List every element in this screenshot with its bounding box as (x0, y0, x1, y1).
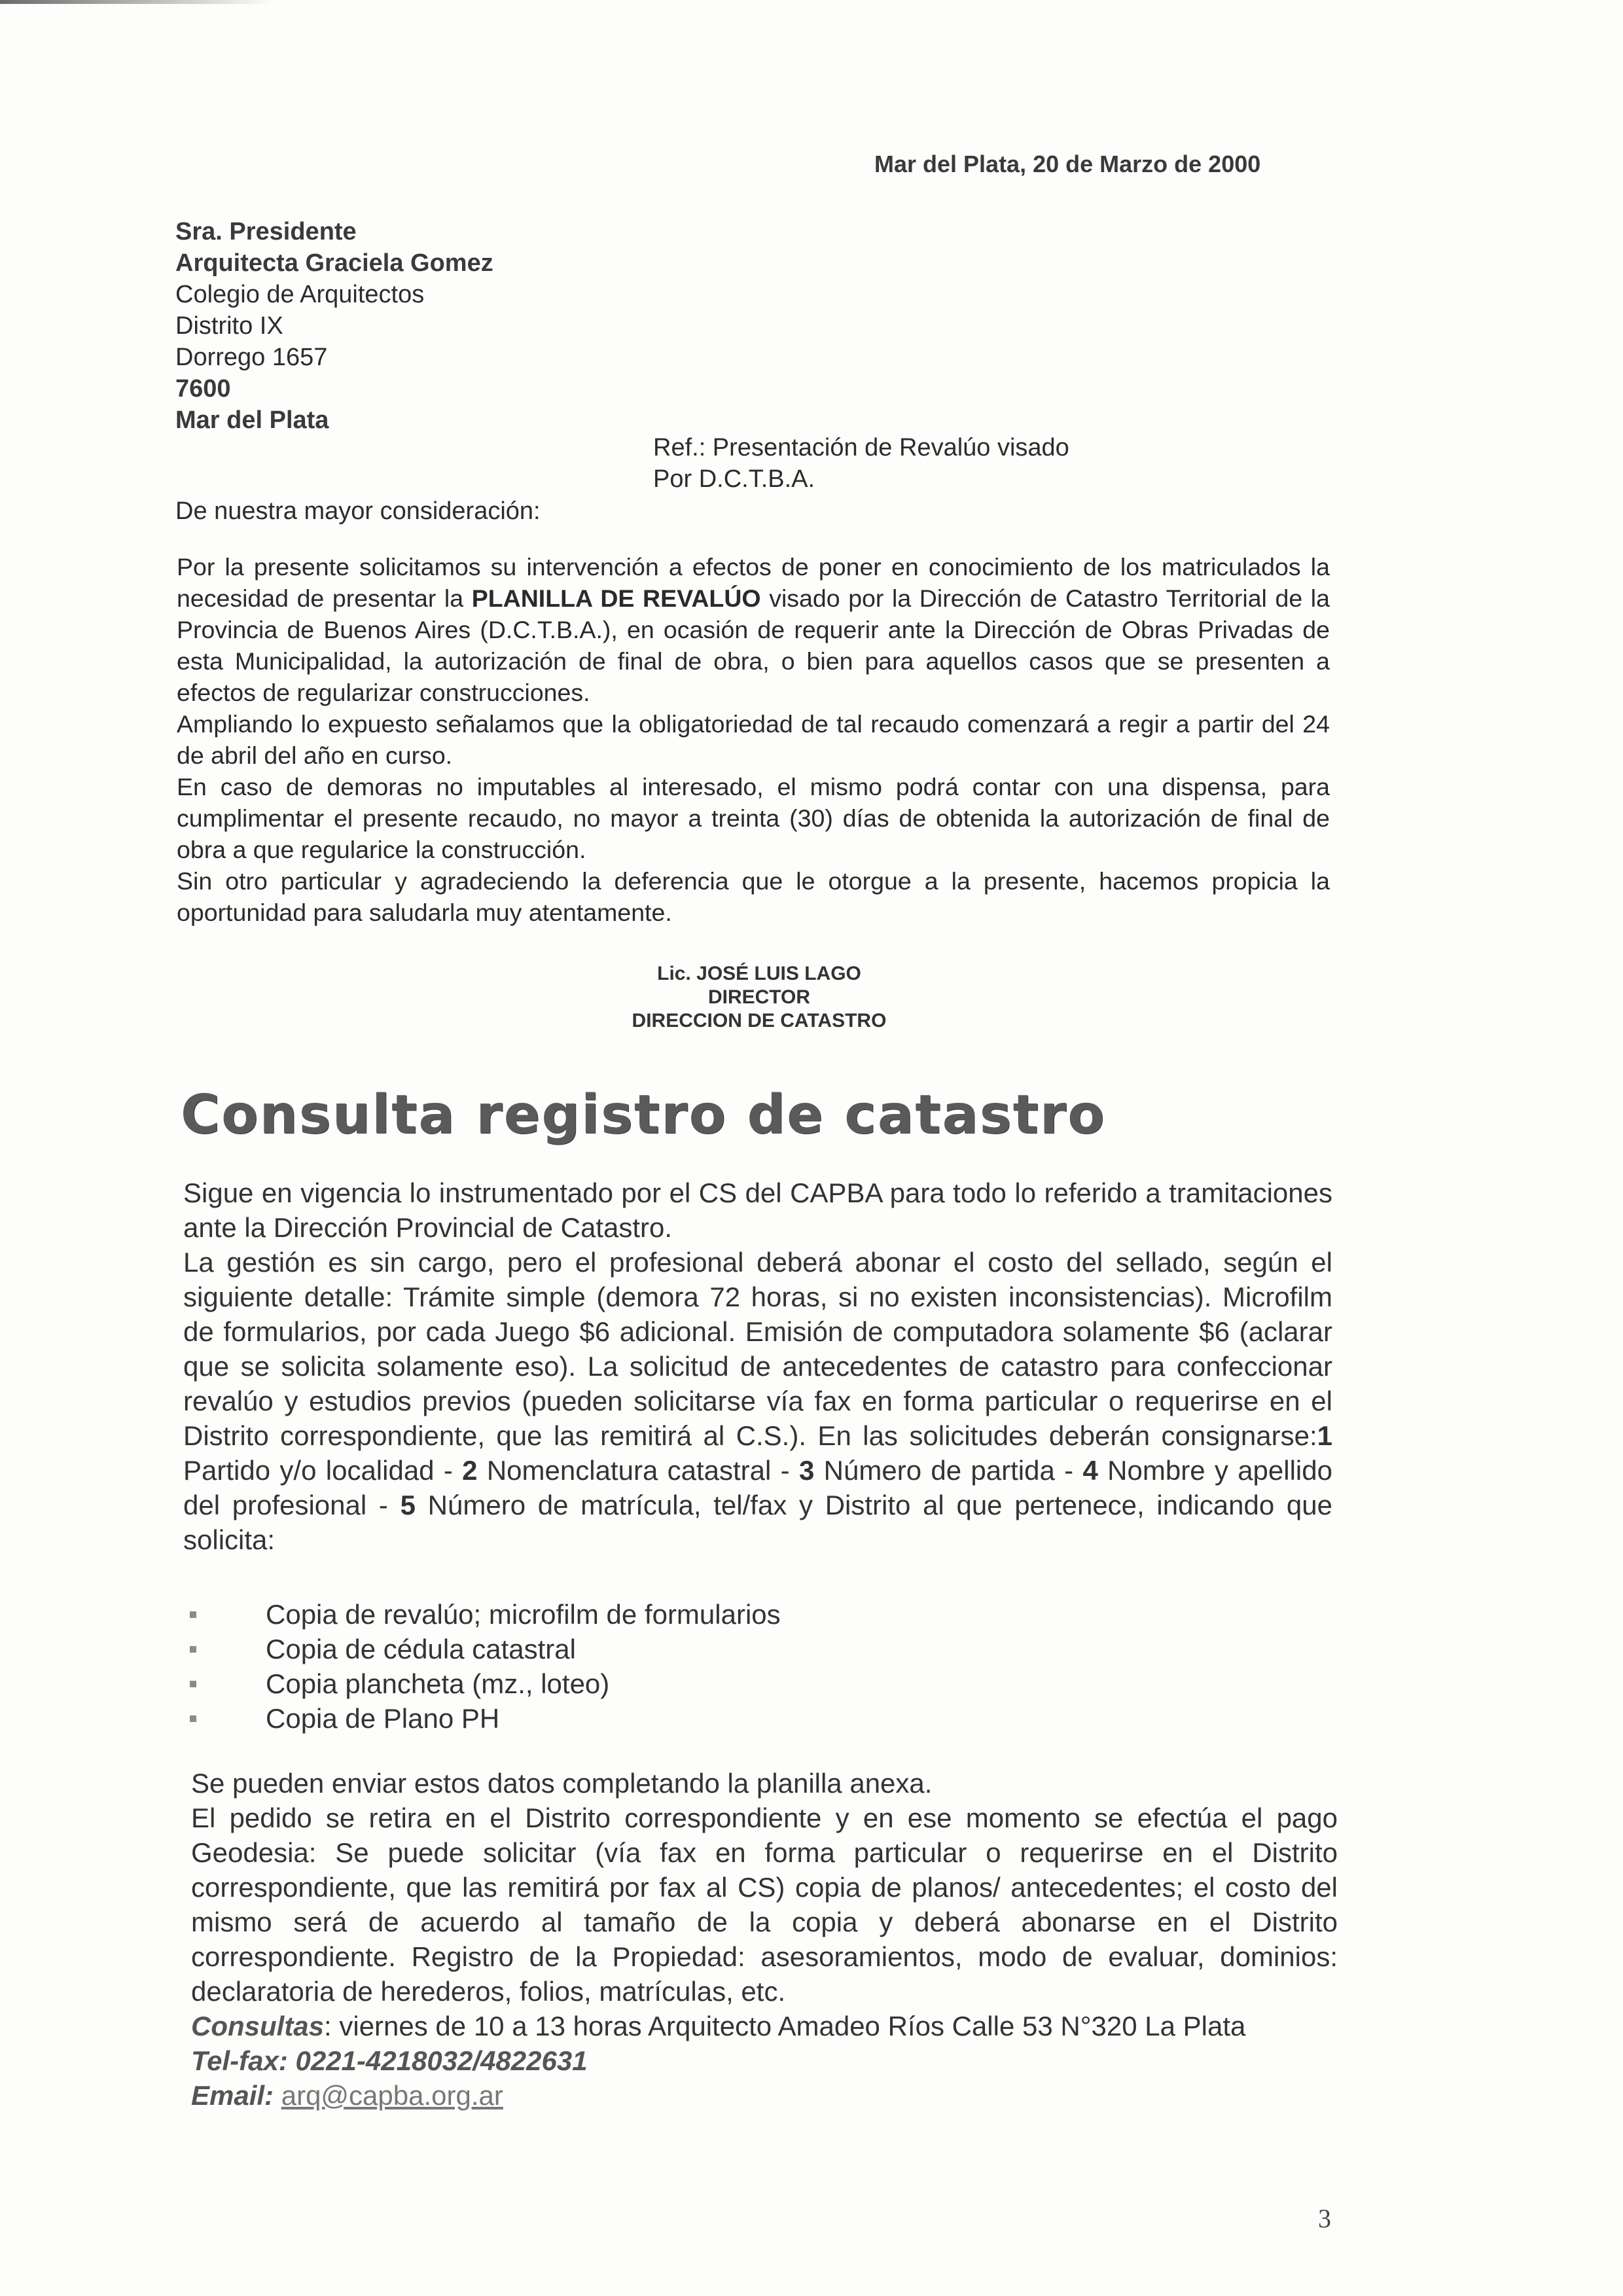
email-label: Email: (191, 2080, 274, 2111)
closing-paragraph-1: Se pueden enviar estos datos completando la planilla anexa. (191, 1768, 933, 1799)
square-bullet-icon (190, 1715, 196, 1722)
email-link[interactable]: arq@capba.org.ar (281, 2080, 503, 2111)
signature-block (576, 962, 942, 1033)
letter-paragraph-4: Sin otro particular y agradeciendo la deferencia que le otorgue a la presente, hacemos propicia la oportunidad para saludarla muy atentamente. (177, 867, 1330, 926)
signatory-title: DIRECTOR (707, 986, 811, 1008)
list-item: Copia de revalúo; microfilm de formularios (190, 1597, 781, 1632)
square-bullet-icon (190, 1611, 196, 1618)
letter-date: Mar del Plata, 20 de Marzo de 2000 (874, 151, 1261, 177)
planilla-emphasis: PLANILLA DE REVALÚO (471, 584, 761, 612)
square-bullet-icon (190, 1681, 196, 1687)
section-paragraph-2: La gestión es sin cargo, pero el profesional deberá abonar el costo del sellado, según el siguiente detalle: Trámite simple (demora 72 horas, si no existen inconsistencias). Microfilm de formularios, por cada Juego $6 adicional. Emisión de computadora solamente $6 (aclarar que se solicita solamente eso). La solicitud de antecedentes de catastro para confeccionar revalúo y estudios previos (pueden solicitarse vía fax en forma particular o requerirse en el Distrito correspondiente, que las remitirá al C.S.). En las solicitudes deberán consignarse:1 Partido y/o localidad - 2 Nomenclatura catastral - 3 Número de partida - 4 Nombre y apellido del profesional - 5 Número de matrícula, tel/fax y Distrito al que pertenece, indicando que solicita: (183, 1247, 1332, 1555)
recipient-name: Arquitecta Graciela Gomez (175, 249, 493, 277)
email-line (191, 2078, 1338, 2113)
letter-reference (653, 432, 1069, 495)
scan-edge (0, 0, 275, 4)
letter-greeting: De nuestra mayor consideración: (175, 497, 541, 525)
closing-paragraph-2: El pedido se retira en el Distrito correspondiente y en ese momento se efectúa el pago Geodesia: Se puede solicitar (vía fax en forma particular o requerirse en el Distrito correspondiente, que las remitirá por fax al CS) copia de planos/ antecedentes; el costo del mismo será de acuerdo al tamaño de la copia y deberá abonarse en el Distrito correspondiente. Registro de la Propiedad: asesoramientos, modo de evaluar, dominios: declaratoria de herederos, folios, matrículas, etc. (191, 1803, 1338, 2007)
letter-body (177, 551, 1330, 928)
recipient-address (175, 216, 493, 436)
recipient-postcode: 7600 (175, 375, 231, 403)
section-body (183, 1175, 1332, 1557)
section-title: Consulta registro de catastro (181, 1084, 1106, 1146)
page-number: 3 (1318, 2204, 1331, 2233)
recipient-street: Dorrego 1657 (175, 344, 328, 371)
recipient-district: Distrito IX (175, 312, 283, 340)
recipient-title: Sra. Presidente (175, 218, 357, 245)
letter-paragraph-2: Ampliando lo expuesto señalamos que la obligatoriedad de tal recaudo comenzará a regir a partir del 24 de abril del año en curso. (177, 710, 1330, 769)
request-list (190, 1597, 781, 1736)
consultas-label: Consultas (191, 2011, 325, 2041)
section-closing (191, 1766, 1338, 2113)
section-paragraph-1: Sigue en vigencia lo instrumentado por el CS del CAPBA para todo lo referido a tramitaciones ante la Dirección Provincial de Catastro. (183, 1177, 1332, 1243)
signatory-department: DIRECCION DE CATASTRO (632, 1010, 887, 1031)
signatory-name: Lic. JOSÉ LUIS LAGO (657, 963, 861, 984)
consultas-line: Consultas: viernes de 10 a 13 horas Arquitecto Amadeo Ríos Calle 53 N°320 La Plata (191, 2011, 1246, 2041)
reference-line-1: Ref.: Presentación de Revalúo visado (653, 434, 1069, 461)
recipient-organization: Colegio de Arquitectos (175, 281, 425, 308)
reference-line-2: Por D.C.T.B.A. (653, 465, 815, 493)
recipient-city: Mar del Plata (175, 406, 329, 434)
list-item: Copia de Plano PH (190, 1701, 781, 1736)
square-bullet-icon (190, 1646, 196, 1653)
list-item: Copia de cédula catastral (190, 1632, 781, 1666)
letter-paragraph-1: Por la presente solicitamos su intervención a efectos de poner en conocimiento de los matriculados la necesidad de presentar la PLANILLA DE REVALÚO visado por la Dirección de Catastro Territorial de la Provincia de Buenos Aires (D.C.T.B.A.), en ocasión de requerir ante la Dirección de Obras Privadas de esta Municipalidad, la autorización de final de obra, o bien para aquellos casos que se presenten a efectos de regularizar construcciones. (177, 553, 1330, 706)
telfax-line: Tel-fax: 0221-4218032/4822631 (191, 2045, 588, 2076)
list-item: Copia plancheta (mz., loteo) (190, 1666, 781, 1701)
letter-paragraph-3: En caso de demoras no imputables al interesado, el mismo podrá contar con una dispensa, para cumplimentar el presente recaudo, no mayor a treinta (30) días de obtenida la autorización de final de obra a que regularice la construcción. (177, 773, 1330, 863)
